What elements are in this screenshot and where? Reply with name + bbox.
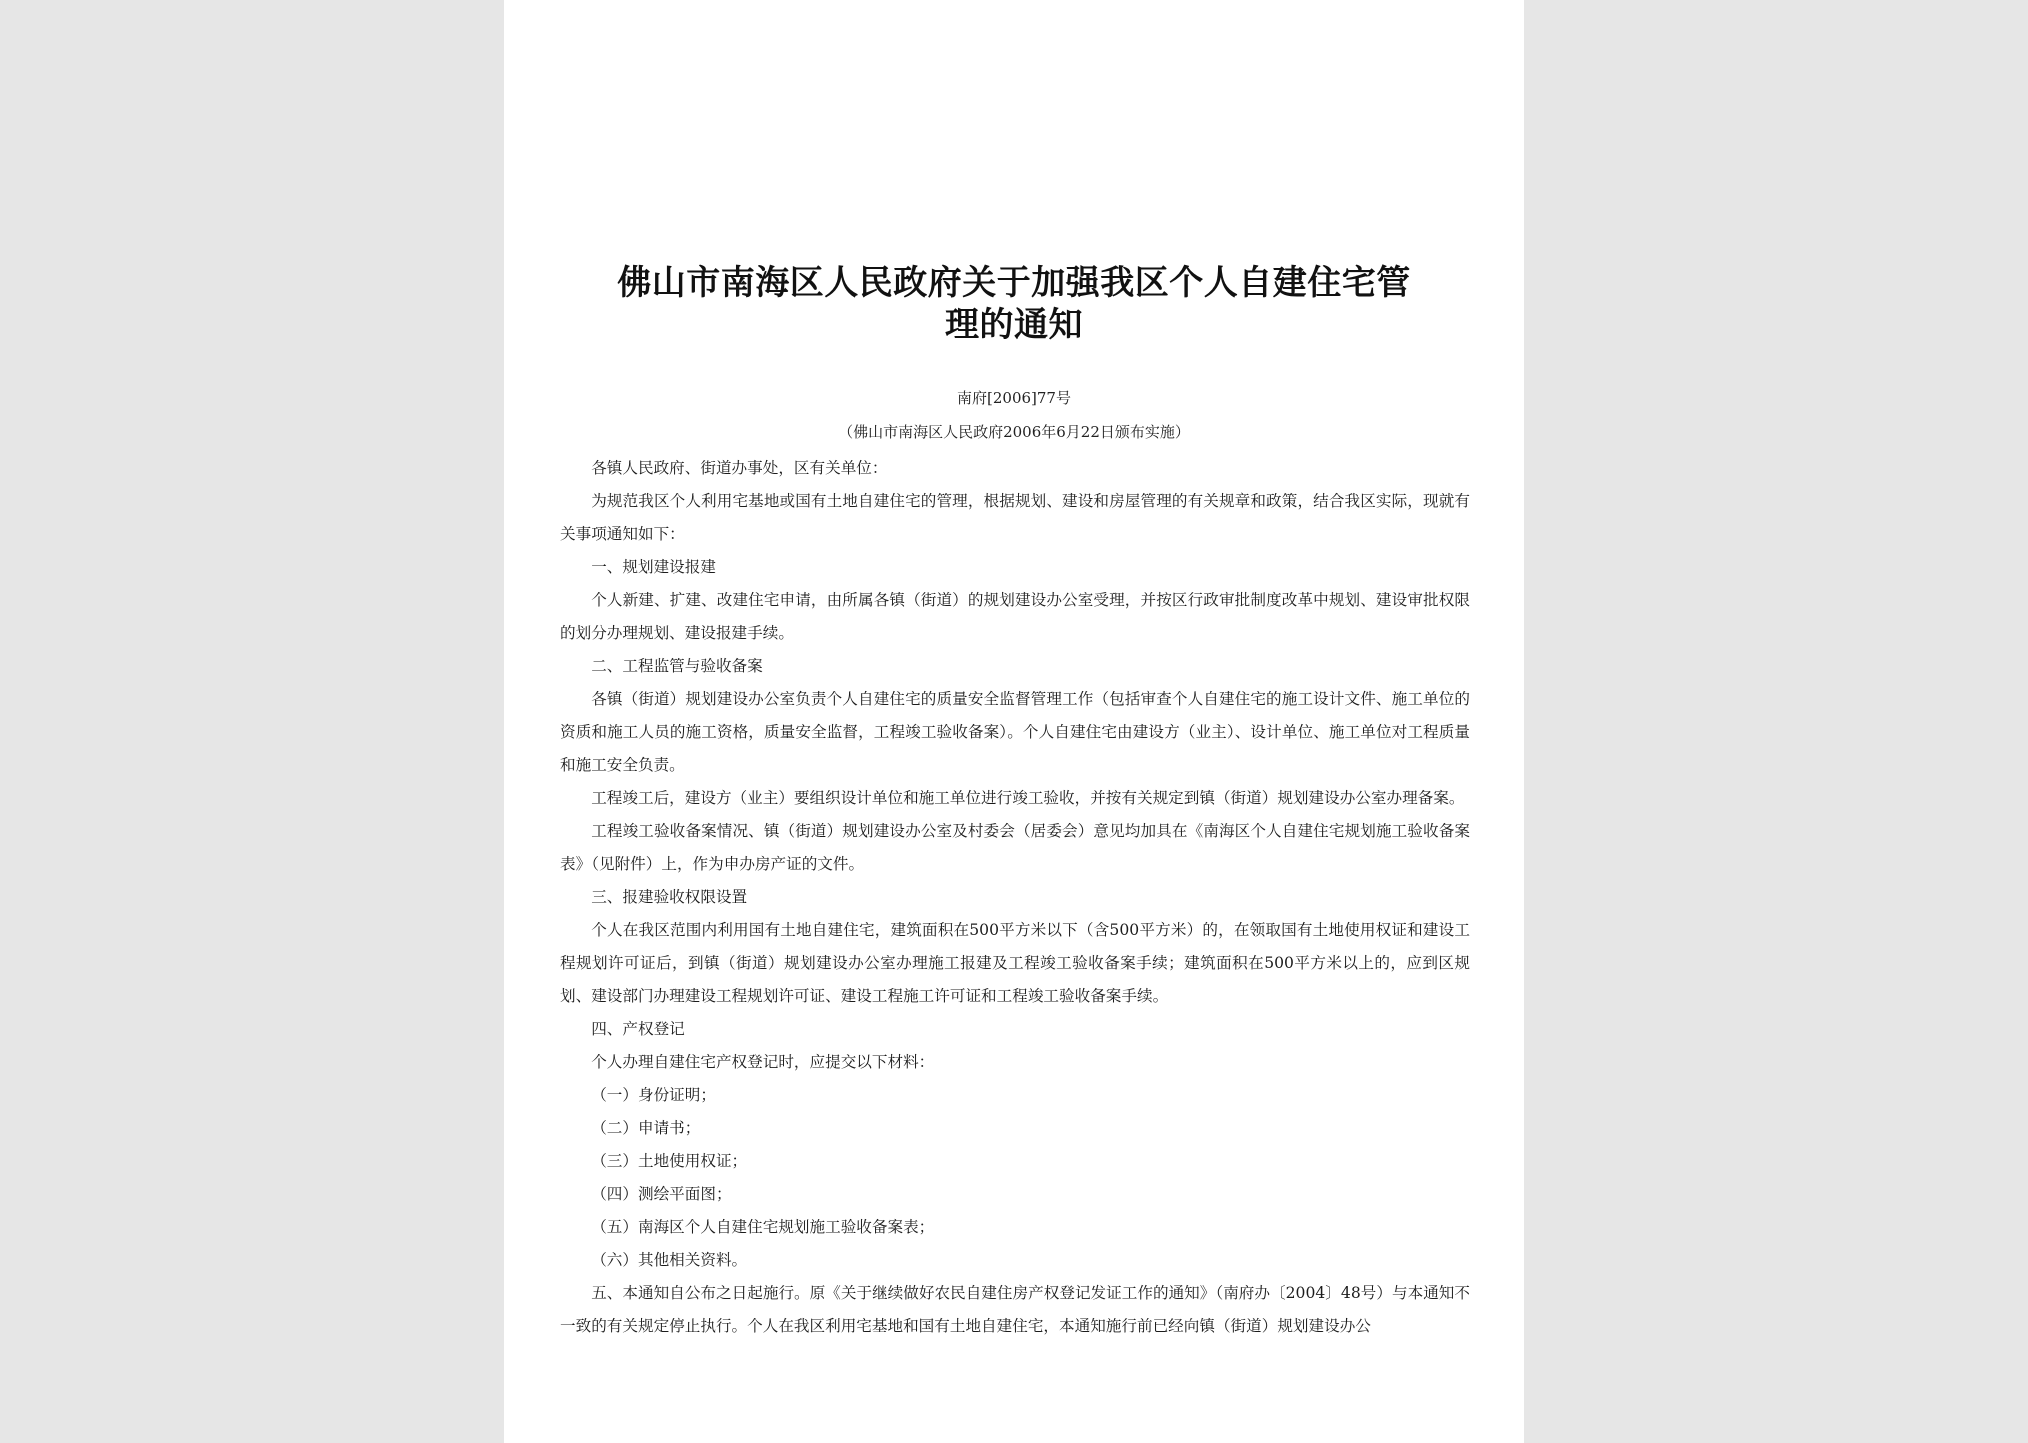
title-line-2: 理的通知 xyxy=(945,305,1083,345)
body-paragraph: 各镇（街道）规划建设办公室负责个人自建住宅的质量安全监督管理工作（包括审查个人自建住宅的施工设计文件、施工单位的资质和施工人员的施工资格，质量安全监督，工程竣工验收备案）。个人自建住宅由建设方（业主）、设计单位、施工单位对工程质量和施工安全负责。 xyxy=(560,690,1470,774)
list-item: （二）申请书； xyxy=(591,1119,701,1137)
section-heading-5: 五、本通知自公布之日起施行。原《关于继续做好农民自建住房产权登记发证工作的通知》（南府办〔2004〕48号）与本通知不一致的有关规定停止执行。个人在我区利用宅基地和国有土地自建住宅，本通知施行前已经向镇（街道）规划建设办公 xyxy=(560,1284,1470,1335)
list-item: （六）其他相关资料。 xyxy=(591,1251,748,1269)
section-heading-4: 四、产权登记 xyxy=(591,1020,685,1038)
salutation: 各镇人民政府、街道办事处，区有关单位： xyxy=(591,459,888,477)
list-item: （三）土地使用权证； xyxy=(591,1152,748,1170)
document-number: 南府[2006]77号 xyxy=(957,389,1071,407)
document-page xyxy=(504,0,1524,1443)
document-body xyxy=(560,452,1470,1343)
issued-note: （佛山市南海区人民政府2006年6月22日颁布实施） xyxy=(838,423,1190,441)
list-item: （一）身份证明； xyxy=(591,1086,716,1104)
section-heading-1: 一、规划建设报建 xyxy=(591,558,716,576)
list-item: （四）测绘平面图； xyxy=(591,1185,732,1203)
title-line-1: 佛山市南海区人民政府关于加强我区个人自建住宅管 xyxy=(617,263,1411,303)
intro-paragraph: 为规范我区个人利用宅基地或国有土地自建住宅的管理，根据规划、建设和房屋管理的有关规章和政策，结合我区实际，现就有关事项通知如下： xyxy=(560,492,1470,543)
body-paragraph: 工程竣工后，建设方（业主）要组织设计单位和施工单位进行竣工验收，并按有关规定到镇（街道）规划建设办公室办理备案。 xyxy=(591,789,1465,807)
list-item: （五）南海区个人自建住宅规划施工验收备案表； xyxy=(591,1218,935,1236)
section-heading-3: 三、报建验收权限设置 xyxy=(591,888,748,906)
body-paragraph: 个人新建、扩建、改建住宅申请，由所属各镇（街道）的规划建设办公室受理，并按区行政审批制度改革中规划、建设审批权限的划分办理规划、建设报建手续。 xyxy=(560,591,1470,642)
body-paragraph: 工程竣工验收备案情况、镇（街道）规划建设办公室及村委会（居委会）意见均加具在《南海区个人自建住宅规划施工验收备案表》（见附件）上，作为申办房产证的文件。 xyxy=(560,822,1470,873)
body-paragraph: 个人在我区范围内利用国有土地自建住宅，建筑面积在500平方米以下（含500平方米）的，在领取国有土地使用权证和建设工程规划许可证后，到镇（街道）规划建设办公室办理施工报建及工程竣工验收备案手续；建筑面积在500平方米以上的，应到区规划、建设部门办理建设工程规划许可证、建设工程施工许可证和工程竣工验收备案手续。 xyxy=(560,921,1470,1005)
section-heading-2: 二、工程监管与验收备案 xyxy=(591,657,763,675)
document-title xyxy=(594,262,1434,346)
body-paragraph: 个人办理自建住宅产权登记时，应提交以下材料： xyxy=(591,1053,935,1071)
